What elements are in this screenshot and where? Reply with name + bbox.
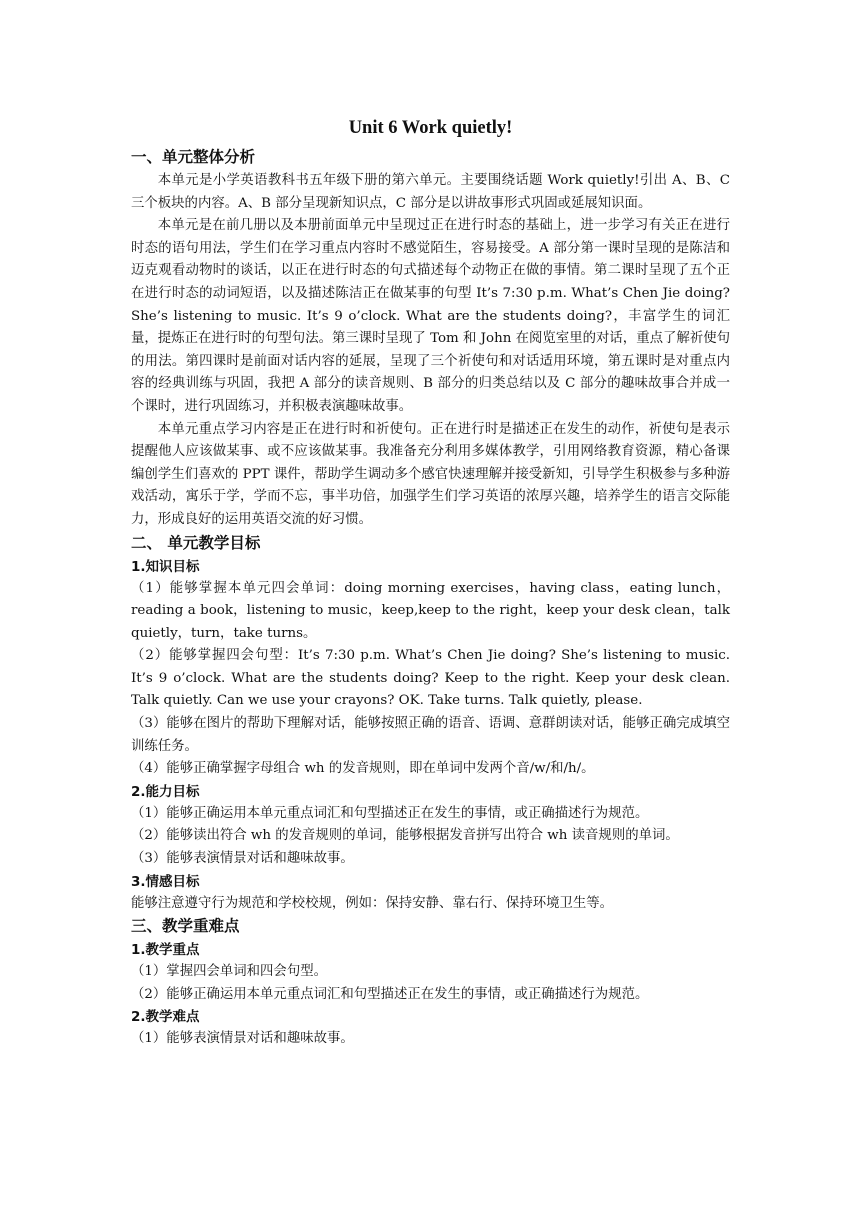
subheading-focus: 1.教学重点	[131, 942, 200, 959]
paragraph: 本单元是在前几册以及本册前面单元中呈现过正在进行时态的基础上，进一步学习有关正在进行时态的语句用法，学生们在学习重点内容时不感觉陌生，容易接受。A 部分第一课时呈现的是陈洁和迈克观看动物时的谈话，以正在进行时态的句式描述每个动物正在做的事情。第二课时呈现了五个正在进行时态的动词短语，以及描述陈洁正在做某事的句型 It’s 7:30 p.m. What’s Chen Jie doing? She’s listening to music. It’s 9 o’clock. What are the students doing?，丰富学生的词汇量，提炼正在进行时的句型句法。第三课时呈现了 Tom 和 John 在阅览室里的对话，重点了解祈使句的用法。第四课时是前面对话内容的延展，呈现了三个祈使句和对话适用环境，第五课时是对重点内容的经典训练与巩固，我把 A 部分的读音规则、B 部分的归类总结以及 C 部分的趣味故事合并成一个课时，进行巩固练习，并积极表演趣味故事。	[131, 218, 730, 414]
paragraph: 本单元重点学习内容是正在进行时和祈使句。正在进行时是描述正在发生的动作，祈使句是表示提醒他人应该做某事、或不应该做某事。我准备充分利用多媒体教学，引用网络教育资源，精心备课编创学生们喜欢的 PPT 课件，帮助学生调动多个感官快速理解并接受新知，引导学生积极参与多种游戏活动，寓乐于学，学而不忘，事半功倍，加强学生们学习英语的浓厚兴趣，培养学生的语言交际能力，形成良好的运用英语交流的好习惯。	[131, 421, 730, 527]
list-item: （3）能够在图片的帮助下理解对话，能够按照正确的语音、语调、意群朗读对话，能够正确完成填空训练任务。	[131, 716, 730, 754]
section-heading-analysis: 一、单元整体分析	[131, 148, 256, 166]
paragraph: 本单元是小学英语教科书五年级下册的第六单元。主要围绕话题 Work quietly!引出 A、B、C 三个板块的内容。A、B 部分呈现新知识点，C 部分是以讲故事形式巩固或延展知识面。	[131, 173, 730, 211]
subheading-difficulty: 2.教学难点	[131, 1009, 200, 1026]
list-item: （1）能够掌握本单元四会单词：doing morning exercises，having class，eating lunch，reading a book，listening to music，keep,keep to the right，keep your desk clean，talk quietly，turn，take turns。	[131, 580, 730, 641]
subheading-ability: 2.能力目标	[131, 783, 200, 800]
section-heading-key-points: 三、教学重难点	[131, 917, 240, 936]
list-item: （4）能够正确掌握字母组合 wh 的发音规则，即在单词中发两个音/w/和/h/。	[131, 761, 595, 777]
section-heading-objectives: 二、 单元教学目标	[131, 533, 261, 552]
list-item: （2）能够掌握四会句型：It’s 7:30 p.m. What’s Chen Jie doing? She’s listening to music. It’s 9 o’clock. What are the students doing? Keep to the right. Keep your desk clean. Talk quietly. Can we use your crayons? OK. Take turns. Talk quietly, please.	[131, 648, 730, 709]
list-item: （2）能够读出符合 wh 的发音规则的单词，能够根据发音拼写出符合 wh 读音规则的单词。	[131, 828, 679, 844]
subheading-emotion: 3.情感目标	[131, 873, 200, 890]
subheading-knowledge: 1.知识目标	[131, 558, 200, 575]
list-item: （1）能够表演情景对话和趣味故事。	[131, 1031, 354, 1047]
list-item: （2）能够正确运用本单元重点词汇和句型描述正在发生的事情，或正确描述行为规范。	[131, 986, 649, 1002]
list-item: （1）掌握四会单词和四会句型。	[131, 964, 327, 980]
list-item: 能够注意遵守行为规范和学校校规，例如：保持安静、靠右行、保持环境卫生等。	[131, 895, 614, 911]
list-item: （1）能够正确运用本单元重点词汇和句型描述正在发生的事情，或正确描述行为规范。	[131, 805, 649, 821]
list-item: （3）能够表演情景对话和趣味故事。	[131, 851, 354, 867]
document-title: Unit 6 Work quietly!	[348, 118, 513, 138]
